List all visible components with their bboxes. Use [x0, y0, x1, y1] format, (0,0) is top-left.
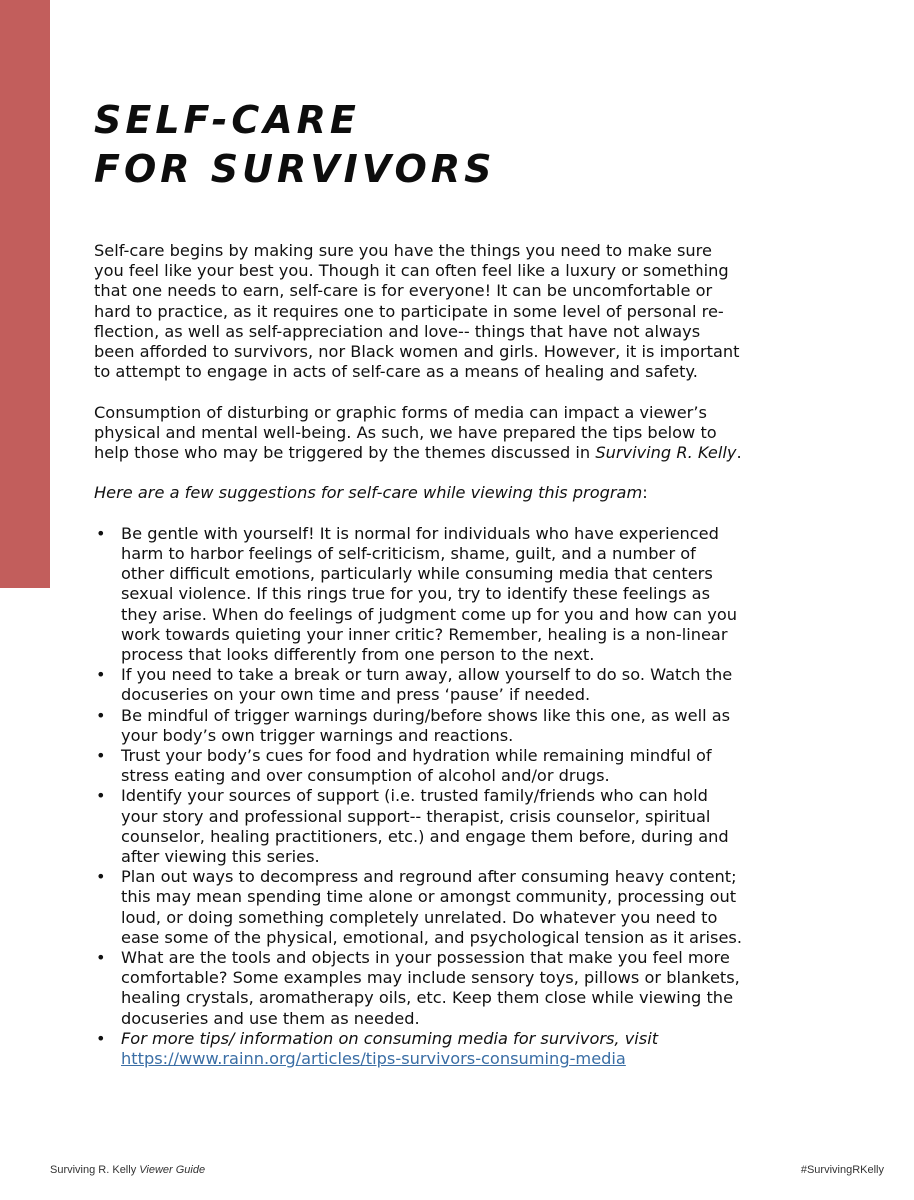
tip-line: other difficult emotions, particularly while consuming media that centers — [121, 564, 713, 584]
list-item — [94, 746, 814, 786]
left-accent-bar — [0, 0, 50, 588]
tip-line: counselor, healing practitioners, etc.) and engage them before, during and — [121, 826, 729, 846]
resource-link-line — [121, 1049, 814, 1069]
media-note-last-line — [94, 443, 814, 463]
tip-line: Be gentle with yourself! It is normal for individuals who have experienced — [121, 523, 719, 543]
tip-line: comfortable? Some examples may include sensory toys, pillows or blankets, — [121, 968, 740, 988]
bullet-icon: • — [96, 1028, 106, 1048]
intro-line: you feel like your best you. Though it can often feel like a luxury or something — [94, 261, 729, 281]
tip-line: healing crystals, aromatherapy oils, etc. Keep them close while viewing the — [121, 988, 734, 1008]
tip-line: this may mean spending time alone or amongst community, processing out — [121, 887, 737, 907]
suggestions-heading-line — [94, 483, 814, 503]
resource-tip-text: For more tips/ information on consuming media for survivors, visit — [121, 1028, 659, 1048]
list-item — [94, 665, 814, 705]
show-title: Surviving R. Kelly — [595, 443, 737, 463]
tip-line: loud, or doing something completely unrelated. Do whatever you need to — [121, 907, 718, 927]
list-item — [94, 948, 814, 1029]
intro-paragraph — [94, 241, 814, 382]
bullet-icon: • — [96, 523, 106, 543]
tip-line: Identify your sources of support (i.e. trusted family/friends who can hold — [121, 786, 708, 806]
media-note-line: physical and mental well-being. As such, we have prepared the tips below to — [94, 422, 717, 442]
intro-line: that one needs to earn, self-care is for everyone! It can be uncomfortable or — [94, 281, 713, 301]
media-note-paragraph — [94, 403, 814, 464]
list-item — [94, 786, 814, 867]
intro-line: been afforded to survivors, nor Black women and girls. However, it is important — [94, 342, 740, 362]
list-item — [94, 524, 814, 665]
tip-line: ease some of the physical, emotional, and psychological tension as it arises. — [121, 927, 743, 947]
bullet-icon: • — [96, 948, 106, 968]
media-note-suffix: . — [736, 443, 742, 463]
list-item — [94, 867, 814, 948]
intro-line: hard to practice, as it requires one to participate in some level of personal re- — [94, 301, 724, 321]
tip-line: your story and professional support-- therapist, crisis counselor, spiritual — [121, 806, 711, 826]
intro-line: Self-care begins by making sure you have the things you need to make sure — [94, 241, 712, 260]
rainn-resource-link[interactable]: https://www.rainn.org/articles/tips-survivors-consuming-media — [121, 1049, 626, 1069]
tip-line: Trust your body’s cues for food and hydration while remaining mindful of — [121, 746, 712, 766]
tip-line: Be mindful of trigger warnings during/before shows like this one, as well as — [121, 705, 731, 725]
tip-line: If you need to take a break or turn away, allow yourself to do so. Watch the — [121, 665, 733, 685]
suggestions-heading — [94, 483, 814, 503]
tip-line: What are the tools and objects in your possession that make you feel more — [121, 948, 730, 968]
media-note-prefix: help those who may be triggered by the themes discussed in — [94, 443, 596, 463]
bullet-icon: • — [96, 705, 106, 725]
page-title-line-2: FOR SURVIVORS — [94, 147, 496, 191]
tip-line: work towards quieting your inner critic? Remember, healing is a non-linear — [121, 624, 728, 644]
tip-line: sexual violence. If this rings true for you, try to identify these feelings as — [121, 584, 711, 604]
tip-line: docuseries and use them as needed. — [121, 1008, 420, 1028]
bullet-icon: • — [96, 867, 106, 887]
page-title-line-1: SELF-CARE — [94, 98, 360, 142]
tip-line: stress eating and over consumption of alcohol and/or drugs. — [121, 766, 610, 786]
list-item — [94, 706, 814, 746]
suggestions-heading-colon: : — [642, 483, 648, 503]
footer-guide-prefix: Surviving R. Kelly — [50, 1164, 140, 1176]
footer-guide-title — [50, 1163, 205, 1177]
footer-guide-italic: Viewer Guide — [139, 1164, 206, 1176]
page-title — [94, 96, 495, 194]
tip-line: harm to harbor feelings of self-criticism, shame, guilt, and a number of — [121, 544, 696, 563]
suggestions-heading-text: Here are a few suggestions for self-care while viewing this program — [94, 483, 643, 503]
media-note-line: Consumption of disturbing or graphic forms of media can impact a viewer’s — [94, 402, 707, 422]
tip-line: your body’s own trigger warnings and reactions. — [121, 725, 514, 745]
bullet-icon: • — [96, 786, 106, 806]
intro-line: flection, as well as self-appreciation and love-- things that have not always — [94, 321, 701, 341]
footer-hashtag: #SurvivingRKelly — [800, 1164, 884, 1176]
resource-tip — [94, 1029, 814, 1069]
tip-line: Plan out ways to decompress and reground after consuming heavy content; — [121, 867, 737, 887]
main-content — [94, 241, 814, 1069]
intro-line: to attempt to engage in acts of self-care as a means of healing and safety. — [94, 362, 698, 382]
tip-line: process that looks differently from one person to the next. — [121, 645, 595, 665]
tip-line: docuseries on your own time and press ‘pause’ if needed. — [121, 685, 591, 705]
bullet-icon: • — [96, 746, 106, 766]
tip-line: after viewing this series. — [121, 847, 320, 867]
self-care-tips-list — [94, 524, 814, 1069]
tip-line: they arise. When do feelings of judgment come up for you and how can you — [121, 604, 738, 624]
bullet-icon: • — [96, 665, 106, 685]
